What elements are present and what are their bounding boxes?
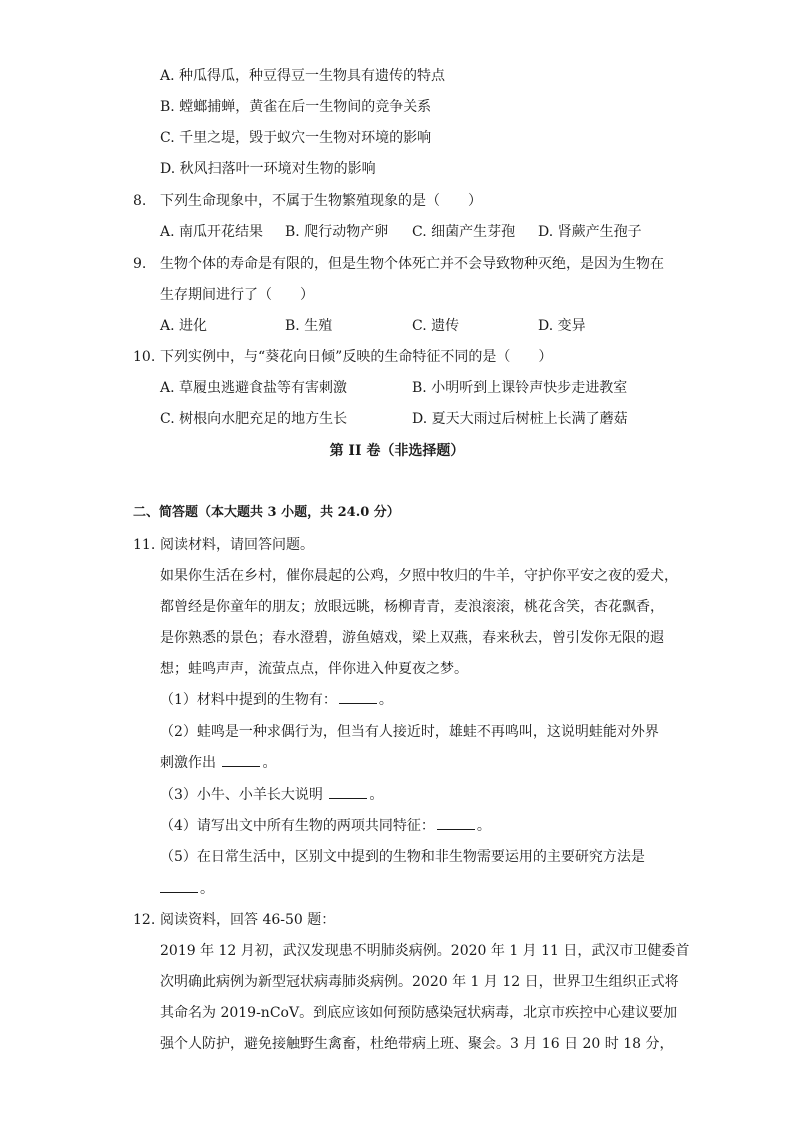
q11-sub5-end: 。 xyxy=(200,881,214,897)
q7-option-d[interactable]: D. 秋风扫落叶一环境对生物的影响 xyxy=(160,161,376,177)
q8-option-d[interactable]: D. 肾蕨产生孢子 xyxy=(538,224,642,240)
q10-number: 10. xyxy=(133,349,156,365)
q11-sub1-blank[interactable] xyxy=(339,691,377,704)
section-title: 第 II 卷（非选择题） xyxy=(329,443,465,459)
q10-option-d[interactable]: D. 夏天大雨过后树桩上长满了蘑菇 xyxy=(412,411,628,427)
q10-option-b[interactable]: B. 小明听到上课铃声快步走进教室 xyxy=(412,380,628,396)
q11-sub5-line1: （5）在日常生活中，区别文中提到的生物和非生物需要运用的主要研究方法是 xyxy=(160,849,645,865)
q10-stem: 下列实例中，与“葵花向日倾”反映的生命特征不同的是（ ） xyxy=(160,349,553,365)
q11-stem: 阅读材料，请回答问题。 xyxy=(160,537,314,553)
q11-sub1 xyxy=(160,690,393,710)
q11-sub3-end: 。 xyxy=(369,787,384,803)
q8-option-b[interactable]: B. 爬行动物产卵 xyxy=(285,224,389,240)
q12-passage-line3: 其命名为 2019-nCoV。到底应该如何预防感染冠状病毒，北京市疾控中心建议要加 xyxy=(160,1005,678,1021)
q12-passage-line2: 次明确此病例为新型冠状病毒肺炎病例。2020 年 1 月 12 日，世界卫生组织正式将 xyxy=(160,974,679,990)
q11-passage-line3: 是你熟悉的景色；春水澄碧，游鱼嬉戏，梁上双燕，春来秋去，曾引发你无限的遐 xyxy=(160,630,664,646)
q12-passage-line4: 强个人防护，避免接触野生禽畜，杜绝带病上班、聚会。3 月 16 日 20 时 18 分， xyxy=(160,1036,674,1052)
q9-option-d[interactable]: D. 变异 xyxy=(538,318,586,334)
q11-sub2-text: 刺激作出 xyxy=(160,755,216,771)
q12-stem: 阅读资料，回答 46-50 题： xyxy=(160,912,336,928)
q9-option-a[interactable]: A. 进化 xyxy=(160,318,208,334)
q11-sub4-text: （4）请写出文中所有生物的两项共同特征： xyxy=(160,818,435,834)
q12-passage-line1: 2019 年 12 月初，武汉发现患不明肺炎病例。2020 年 1 月 11 日，武汉市卫健委首 xyxy=(160,943,690,959)
q9-option-b[interactable]: B. 生殖 xyxy=(285,318,333,334)
q11-sub3-blank[interactable] xyxy=(329,786,367,799)
q8-option-c[interactable]: C. 细菌产生芽孢 xyxy=(412,224,516,240)
q9-stem-line1: 生物个体的寿命是有限的，但是生物个体死亡并不会导致物种灭绝，是因为生物在 xyxy=(160,256,664,272)
q8-stem: 下列生命现象中，不属于生物繁殖现象的是（ ） xyxy=(160,193,482,209)
q9-option-c[interactable]: C. 遗传 xyxy=(412,318,460,334)
q11-sub4-blank[interactable] xyxy=(437,817,475,830)
q11-sub5-line2 xyxy=(160,879,214,899)
q7-option-b[interactable]: B. 螳螂捕蝉，黄雀在后一生物间的竞争关系 xyxy=(160,99,432,115)
section2-header: 二、简答题（本大题共 3 小题，共 24.0 分） xyxy=(133,505,400,520)
q11-sub4-end: 。 xyxy=(476,818,491,834)
q10-option-c[interactable]: C. 树根向水肥充足的地方生长 xyxy=(160,411,348,427)
q11-passage-line1: 如果你生活在乡村，催你晨起的公鸡，夕照中牧归的牛羊，守护你平安之夜的爱犬， xyxy=(160,568,678,584)
q9-stem-line2: 生存期间进行了（ ） xyxy=(160,287,314,303)
q11-sub1-end: 。 xyxy=(378,692,393,708)
q11-passage-line4: 想；蛙鸣声声，流萤点点，伴你进入仲夏夜之梦。 xyxy=(160,661,468,677)
q9-number: 9. xyxy=(133,256,147,272)
q11-sub2-blank[interactable] xyxy=(222,754,260,767)
q11-number: 11. xyxy=(133,537,156,553)
q8-option-a[interactable]: A. 南瓜开花结果 xyxy=(160,224,264,240)
q11-sub3 xyxy=(160,785,383,805)
q11-sub3-text: （3）小牛、小羊长大说明 xyxy=(160,787,323,803)
q11-sub2-line2 xyxy=(160,753,276,773)
q11-sub4 xyxy=(160,816,491,836)
q11-sub2-line1: （2）蛙鸣是一种求偶行为，但当有人接近时，雄蛙不再鸣叫，这说明蛙能对外界 xyxy=(160,724,659,740)
q8-number: 8. xyxy=(133,193,147,209)
q7-option-a[interactable]: A. 种瓜得瓜，种豆得豆一生物具有遗传的特点 xyxy=(160,68,446,84)
q11-sub5-blank[interactable] xyxy=(160,880,198,893)
q12-number: 12. xyxy=(133,912,156,928)
q10-option-a[interactable]: A. 草履虫逃避食盐等有害刺激 xyxy=(160,380,348,396)
q7-option-c[interactable]: C. 千里之堤，毁于蚁穴一生物对环境的影响 xyxy=(160,130,432,146)
q11-sub1-text: （1）材料中提到的生物有： xyxy=(160,692,337,708)
q11-passage-line2: 都曾经是你童年的朋友；放眼远眺，杨柳青青，麦浪滚滚，桃花含笑，杏花飘香， xyxy=(160,599,664,615)
q11-sub2-end: 。 xyxy=(262,755,277,771)
